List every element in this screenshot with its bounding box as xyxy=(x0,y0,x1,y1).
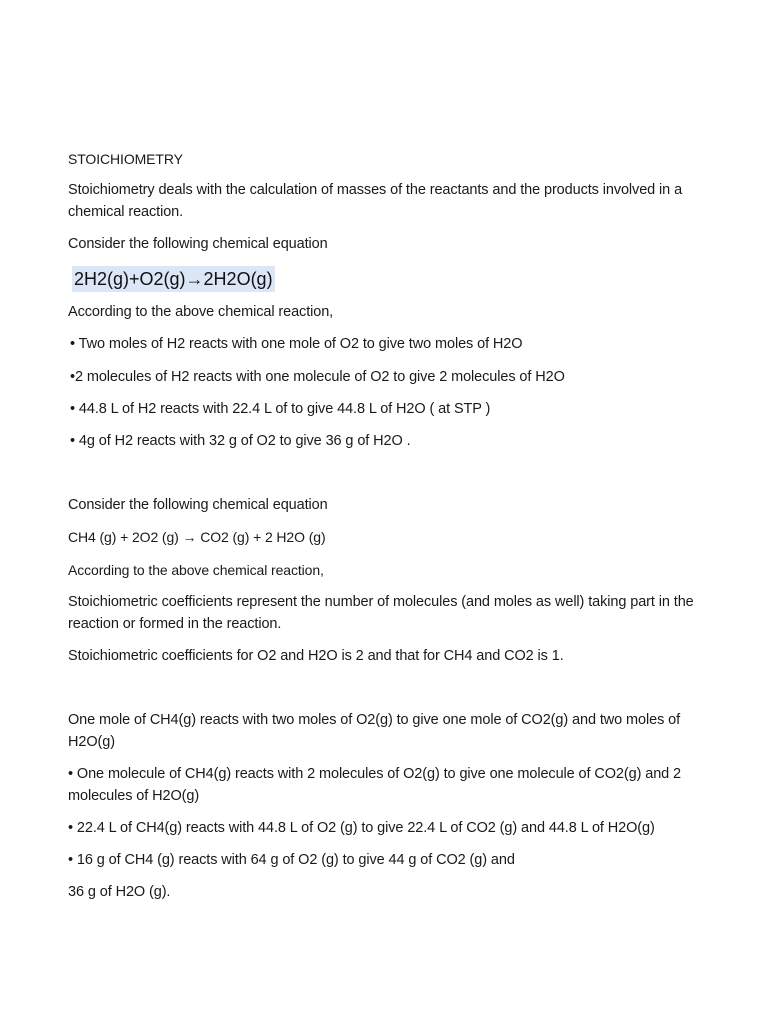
bullet-mass: • 4g of H2 reacts with 32 g of O2 to give 36 g of H2O . xyxy=(70,433,411,449)
according-line-2: According to the above chemical reaction, xyxy=(68,562,324,578)
bullet-volume: • 44.8 L of H2 reacts with 22.4 L of to give 44.8 L of H2O ( at STP ) xyxy=(70,401,491,417)
intro-paragraph: Stoichiometry deals with the calculation of masses of the reactants and the products involved in a chemical reaction. xyxy=(68,182,683,220)
molecule-paragraph: • One molecule of CH4(g) reacts with 2 molecules of O2(g) to give one molecule of CO2(g) and 2 molecules of H2O(g) xyxy=(68,766,682,804)
page-title: STOICHIOMETRY xyxy=(68,151,183,167)
according-line-1: According to the above chemical reaction, xyxy=(68,304,334,320)
coefficients-paragraph: Stoichiometric coefficients represent the number of molecules (and moles as well) taking part in the reaction or formed in the reaction. xyxy=(68,594,694,632)
bullet-molecules: •2 molecules of H2 reacts with one molecule of O2 to give 2 molecules of H2O xyxy=(70,369,565,385)
highlighted-equation: 2H2(g)+O2(g)→2H2O(g) xyxy=(72,266,275,292)
bullet-moles: • Two moles of H2 reacts with one mole of O2 to give two moles of H2O xyxy=(70,336,523,352)
mole-paragraph: One mole of CH4(g) reacts with two moles of O2(g) to give one mole of CO2(g) and two moles of H2O(g) xyxy=(68,712,681,750)
consider-equation-2: Consider the following chemical equation xyxy=(68,497,328,513)
consider-equation-1: Consider the following chemical equation xyxy=(68,236,328,252)
coefficients-line: Stoichiometric coefficients for O2 and H2O is 2 and that for CH4 and CO2 is 1. xyxy=(68,648,564,664)
mass-line-continued: 36 g of H2O (g). xyxy=(68,884,171,900)
mass-line: • 16 g of CH4 (g) reacts with 64 g of O2 (g) to give 44 g of CO2 (g) and xyxy=(68,852,515,868)
methane-equation: CH4 (g) + 2O2 (g) → CO2 (g) + 2 H2O (g) xyxy=(68,529,326,545)
volume-line: • 22.4 L of CH4(g) reacts with 44.8 L of O2 (g) to give 22.4 L of CO2 (g) and 44.8 L of H2O(g) xyxy=(68,820,655,836)
